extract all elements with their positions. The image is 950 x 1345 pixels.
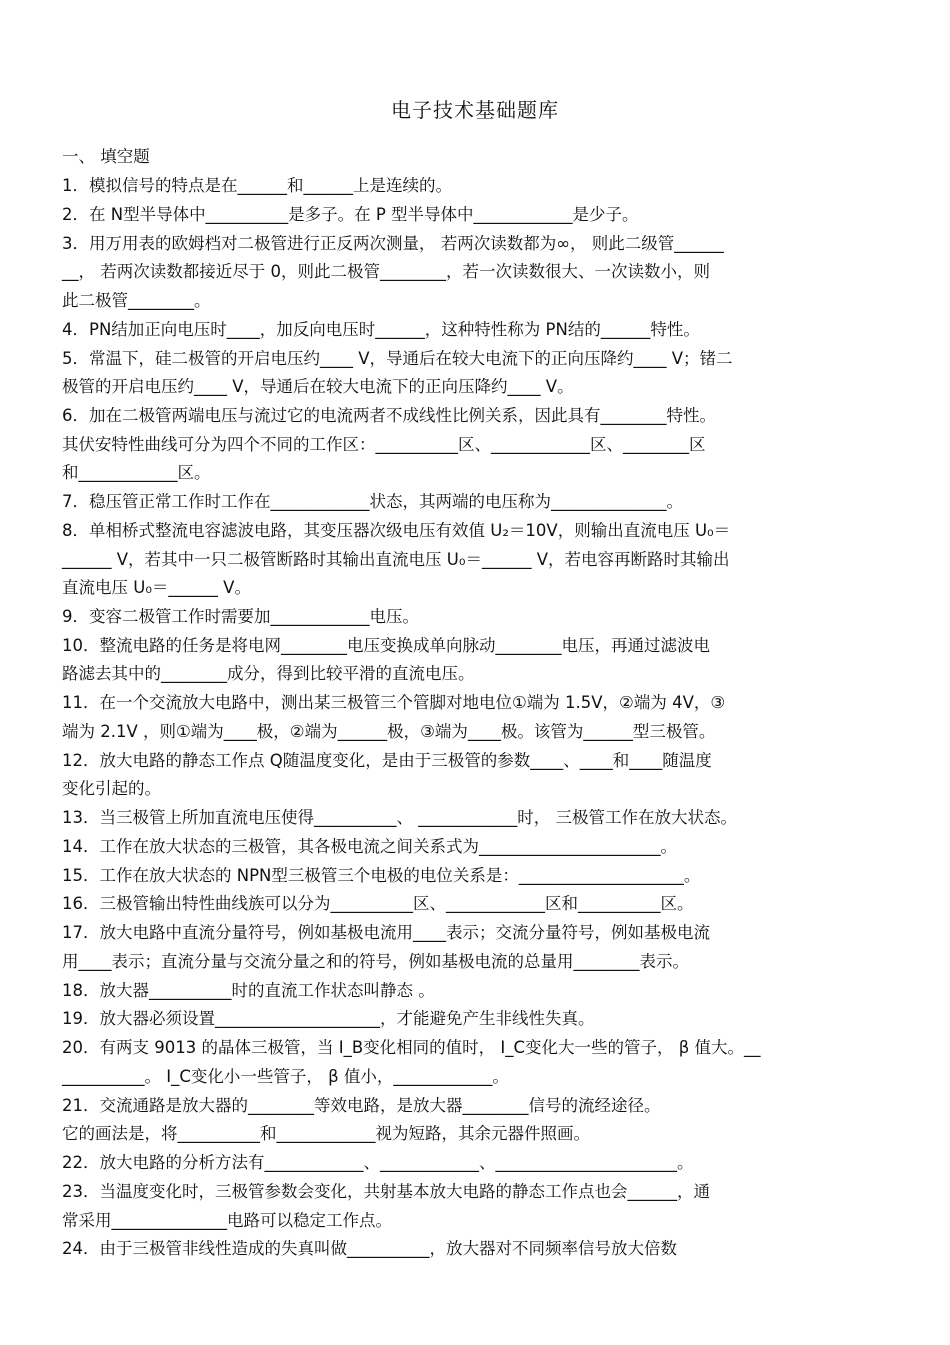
question-line: 2．在 N型半导体中__________是多子。在 P 型半导体中____________是少子。	[62, 205, 639, 224]
question-line: 用____表示；直流分量与交流分量之和的符号，例如基极电流的总量用________表示。	[62, 952, 689, 971]
question-line: 端为 2.1V ，则①端为____极，②端为______极，③端为____极。该管为______型三极管。	[62, 722, 716, 741]
question-line: 14．工作在放大状态的三极管，其各极电流之间关系式为______________________。	[62, 837, 677, 856]
question-line: 12．放大电路的静态工作点 Q随温度变化，是由于三极管的参数____、____和____随温度	[62, 751, 712, 770]
question-line: 17．放大电路中直流分量符号，例如基极电流用____表示；交流分量符号，例如基极电流	[62, 923, 710, 942]
question-line: 19．放大器必须设置____________________，才能避免产生非线性失真。	[62, 1009, 595, 1028]
question-line: 8．单相桥式整流电容滤波电路，其变压器次级电压有效值 U₂＝10V，则输出直流电压 U₀＝	[62, 521, 731, 540]
question-line: 5．常温下，硅二极管的开启电压约____ V，导通后在较大电流下的正向压降约____ V；锗二	[62, 349, 733, 368]
question-line: 9．变容二极管工作时需要加____________电压。	[62, 607, 419, 626]
question-line: __________。 I_C变化小一些管子， β 值小，____________。	[62, 1067, 509, 1086]
question-line: 它的画法是，将__________和____________视为短路，其余元器件照画。	[62, 1124, 590, 1143]
question-line: 11．在一个交流放大电路中，测出某三极管三个管脚对地电位①端为 1.5V，②端为 4V，③	[62, 693, 726, 712]
page-title: 电子技术基础题库	[391, 98, 559, 122]
question-line: 6．加在二极管两端电压与流过它的电流两者不成线性比例关系，因此具有________特性。	[62, 406, 716, 425]
section-heading: 一、 填空题	[62, 147, 150, 166]
question-line: 18．放大器__________时的直流工作状态叫静态 。	[62, 981, 435, 1000]
question-line: 20．有两支 9013 的晶体三极管，当 I_B变化相同的值时， I_C变化大一些的管子， β 值大。__	[62, 1038, 761, 1057]
question-line: __， 若两次读数都接近尽于 0，则此二极管________，若一次读数很大、一次读数小，则	[62, 262, 710, 281]
question-line: ______ V，若其中一只二极管断路时其输出直流电压 U₀＝______ V，若电容再断路时其输出	[62, 550, 730, 569]
question-line: 3．用万用表的欧姆档对二极管进行正反两次测量， 若两次读数都为∞， 则此二级管______	[62, 234, 724, 253]
question-line: 24．由于三极管非线性造成的失真叫做__________，放大器对不同频率信号放大倍数	[62, 1239, 677, 1258]
question-line: 4．PN结加正向电压时____，加反向电压时______，这种特性称为 PN结的______特性。	[62, 320, 700, 339]
question-line: 23．当温度变化时，三极管参数会变化，共射基本放大电路的静态工作点也会______，通	[62, 1182, 710, 1201]
question-line: 路滤去其中的________成分，得到比较平滑的直流电压。	[62, 664, 475, 683]
question-line: 10．整流电路的任务是将电网________电压变换成单向脉动________电压，再通过滤波电	[62, 636, 710, 655]
question-line: 变化引起的。	[62, 779, 161, 798]
question-line: 16．三极管输出特性曲线族可以分为__________区、____________区和__________区。	[62, 894, 694, 913]
question-line: 13．当三极管上所加直流电压使得__________、 ____________时， 三极管工作在放大状态。	[62, 808, 737, 827]
question-line: 15．工作在放大状态的 NPN型三极管三个电极的电位关系是：____________________。	[62, 866, 701, 885]
question-line: 其伏安特性曲线可分为四个不同的工作区：__________区、____________区、________区	[62, 435, 706, 454]
question-line: 此二极管________。	[62, 291, 211, 310]
question-line: 常采用______________电路可以稳定工作点。	[62, 1211, 392, 1230]
question-line: 7．稳压管正常工作时工作在____________状态，其两端的电压称为______________。	[62, 492, 683, 511]
question-line: 22．放大电路的分析方法有____________、____________、______________________。	[62, 1153, 694, 1172]
question-line: 直流电压 U₀＝______ V。	[62, 578, 251, 597]
question-line: 极管的开启电压约____ V，导通后在较大电流下的正向压降约____ V。	[62, 377, 574, 396]
question-line: 1．模拟信号的特点是在______和______上是连续的。	[62, 176, 452, 195]
question-line: 和____________区。	[62, 463, 211, 482]
question-line: 21．交流通路是放大器的________等效电路，是放大器________信号的流经途径。	[62, 1096, 661, 1115]
